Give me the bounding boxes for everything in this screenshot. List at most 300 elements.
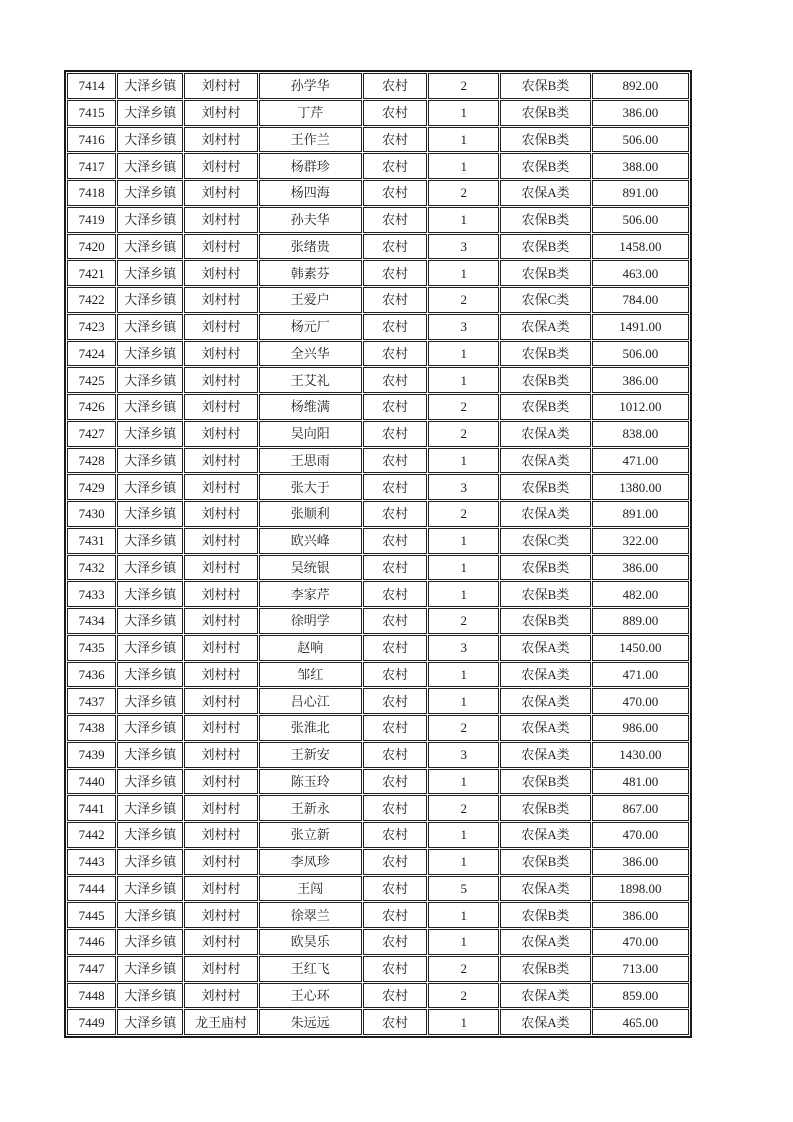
table-row bbox=[67, 769, 689, 795]
cell-village: 刘村村 bbox=[184, 929, 257, 955]
cell-name: 赵响 bbox=[259, 635, 362, 661]
cell-seq: 7417 bbox=[67, 153, 116, 179]
table-row bbox=[67, 608, 689, 634]
cell-residence: 农村 bbox=[363, 260, 427, 286]
cell-amount: 859.00 bbox=[592, 983, 689, 1009]
table-row bbox=[67, 287, 689, 313]
cell-seq: 7424 bbox=[67, 341, 116, 367]
table-row bbox=[67, 902, 689, 928]
cell-residence: 农村 bbox=[363, 207, 427, 233]
cell-residence: 农村 bbox=[363, 127, 427, 153]
cell-town: 大泽乡镇 bbox=[117, 448, 183, 474]
cell-residence: 农村 bbox=[363, 448, 427, 474]
cell-town: 大泽乡镇 bbox=[117, 394, 183, 420]
cell-seq: 7415 bbox=[67, 100, 116, 126]
cell-insurance-type: 农保A类 bbox=[500, 929, 590, 955]
cell-insurance-type: 农保B类 bbox=[500, 608, 590, 634]
cell-name: 王作兰 bbox=[259, 127, 362, 153]
cell-residence: 农村 bbox=[363, 1009, 427, 1035]
cell-count: 2 bbox=[428, 394, 499, 420]
cell-amount: 784.00 bbox=[592, 287, 689, 313]
cell-count: 1 bbox=[428, 448, 499, 474]
cell-insurance-type: 农保A类 bbox=[500, 876, 590, 902]
cell-residence: 农村 bbox=[363, 73, 427, 99]
cell-seq: 7449 bbox=[67, 1009, 116, 1035]
cell-name: 陈玉玲 bbox=[259, 769, 362, 795]
cell-count: 3 bbox=[428, 635, 499, 661]
cell-insurance-type: 农保A类 bbox=[500, 742, 590, 768]
table-row bbox=[67, 528, 689, 554]
cell-residence: 农村 bbox=[363, 501, 427, 527]
cell-village: 刘村村 bbox=[184, 474, 257, 500]
cell-town: 大泽乡镇 bbox=[117, 474, 183, 500]
table-row bbox=[67, 822, 689, 848]
cell-seq: 7432 bbox=[67, 555, 116, 581]
cell-seq: 7433 bbox=[67, 581, 116, 607]
cell-insurance-type: 农保C类 bbox=[500, 287, 590, 313]
cell-town: 大泽乡镇 bbox=[117, 795, 183, 821]
cell-name: 欧昊乐 bbox=[259, 929, 362, 955]
cell-insurance-type: 农保B类 bbox=[500, 394, 590, 420]
cell-seq: 7429 bbox=[67, 474, 116, 500]
cell-seq: 7427 bbox=[67, 421, 116, 447]
cell-count: 1 bbox=[428, 100, 499, 126]
cell-name: 王艾礼 bbox=[259, 367, 362, 393]
cell-village: 刘村村 bbox=[184, 902, 257, 928]
cell-village: 刘村村 bbox=[184, 715, 257, 741]
cell-residence: 农村 bbox=[363, 314, 427, 340]
cell-village: 刘村村 bbox=[184, 662, 257, 688]
cell-village: 刘村村 bbox=[184, 608, 257, 634]
table-row bbox=[67, 983, 689, 1009]
table-row bbox=[67, 715, 689, 741]
cell-insurance-type: 农保A类 bbox=[500, 501, 590, 527]
cell-amount: 386.00 bbox=[592, 902, 689, 928]
cell-village: 刘村村 bbox=[184, 635, 257, 661]
cell-town: 大泽乡镇 bbox=[117, 207, 183, 233]
table-row bbox=[67, 1009, 689, 1035]
cell-insurance-type: 农保A类 bbox=[500, 822, 590, 848]
cell-residence: 农村 bbox=[363, 769, 427, 795]
cell-count: 1 bbox=[428, 341, 499, 367]
cell-village: 刘村村 bbox=[184, 769, 257, 795]
cell-insurance-type: 农保B类 bbox=[500, 581, 590, 607]
cell-residence: 农村 bbox=[363, 341, 427, 367]
table-row bbox=[67, 956, 689, 982]
cell-town: 大泽乡镇 bbox=[117, 769, 183, 795]
cell-residence: 农村 bbox=[363, 635, 427, 661]
cell-seq: 7431 bbox=[67, 528, 116, 554]
cell-insurance-type: 农保A类 bbox=[500, 715, 590, 741]
cell-town: 大泽乡镇 bbox=[117, 555, 183, 581]
cell-name: 李凤珍 bbox=[259, 849, 362, 875]
cell-name: 杨群珍 bbox=[259, 153, 362, 179]
table-row bbox=[67, 341, 689, 367]
cell-seq: 7420 bbox=[67, 234, 116, 260]
cell-residence: 农村 bbox=[363, 287, 427, 313]
cell-count: 1 bbox=[428, 260, 499, 286]
cell-residence: 农村 bbox=[363, 528, 427, 554]
cell-insurance-type: 农保B类 bbox=[500, 555, 590, 581]
cell-amount: 1898.00 bbox=[592, 876, 689, 902]
cell-amount: 470.00 bbox=[592, 929, 689, 955]
cell-amount: 1380.00 bbox=[592, 474, 689, 500]
cell-town: 大泽乡镇 bbox=[117, 1009, 183, 1035]
cell-village: 刘村村 bbox=[184, 394, 257, 420]
cell-town: 大泽乡镇 bbox=[117, 180, 183, 206]
cell-amount: 482.00 bbox=[592, 581, 689, 607]
cell-insurance-type: 农保B类 bbox=[500, 100, 590, 126]
cell-town: 大泽乡镇 bbox=[117, 822, 183, 848]
cell-residence: 农村 bbox=[363, 555, 427, 581]
cell-name: 王心环 bbox=[259, 983, 362, 1009]
cell-village: 刘村村 bbox=[184, 367, 257, 393]
cell-insurance-type: 农保A类 bbox=[500, 635, 590, 661]
cell-seq: 7419 bbox=[67, 207, 116, 233]
cell-seq: 7414 bbox=[67, 73, 116, 99]
cell-insurance-type: 农保A类 bbox=[500, 421, 590, 447]
table-body bbox=[67, 73, 689, 1035]
cell-residence: 农村 bbox=[363, 474, 427, 500]
table-row bbox=[67, 662, 689, 688]
cell-amount: 386.00 bbox=[592, 849, 689, 875]
cell-town: 大泽乡镇 bbox=[117, 688, 183, 714]
cell-name: 王新安 bbox=[259, 742, 362, 768]
cell-insurance-type: 农保B类 bbox=[500, 795, 590, 821]
cell-village: 刘村村 bbox=[184, 956, 257, 982]
cell-name: 吴统银 bbox=[259, 555, 362, 581]
table-row bbox=[67, 421, 689, 447]
cell-amount: 892.00 bbox=[592, 73, 689, 99]
cell-amount: 1458.00 bbox=[592, 234, 689, 260]
cell-count: 1 bbox=[428, 127, 499, 153]
cell-seq: 7434 bbox=[67, 608, 116, 634]
cell-seq: 7422 bbox=[67, 287, 116, 313]
cell-village: 刘村村 bbox=[184, 555, 257, 581]
cell-amount: 891.00 bbox=[592, 180, 689, 206]
cell-count: 2 bbox=[428, 795, 499, 821]
cell-count: 1 bbox=[428, 207, 499, 233]
cell-name: 王新永 bbox=[259, 795, 362, 821]
cell-seq: 7442 bbox=[67, 822, 116, 848]
cell-town: 大泽乡镇 bbox=[117, 341, 183, 367]
cell-village: 刘村村 bbox=[184, 421, 257, 447]
cell-insurance-type: 农保B类 bbox=[500, 73, 590, 99]
cell-count: 1 bbox=[428, 581, 499, 607]
cell-amount: 470.00 bbox=[592, 822, 689, 848]
cell-town: 大泽乡镇 bbox=[117, 234, 183, 260]
table-row bbox=[67, 73, 689, 99]
cell-amount: 891.00 bbox=[592, 501, 689, 527]
cell-village: 刘村村 bbox=[184, 983, 257, 1009]
cell-residence: 农村 bbox=[363, 742, 427, 768]
cell-amount: 388.00 bbox=[592, 153, 689, 179]
cell-name: 吕心江 bbox=[259, 688, 362, 714]
cell-seq: 7439 bbox=[67, 742, 116, 768]
table-row bbox=[67, 876, 689, 902]
cell-town: 大泽乡镇 bbox=[117, 608, 183, 634]
cell-insurance-type: 农保A类 bbox=[500, 1009, 590, 1035]
cell-count: 1 bbox=[428, 153, 499, 179]
cell-amount: 465.00 bbox=[592, 1009, 689, 1035]
cell-town: 大泽乡镇 bbox=[117, 100, 183, 126]
cell-amount: 1012.00 bbox=[592, 394, 689, 420]
cell-insurance-type: 农保A类 bbox=[500, 688, 590, 714]
table-row bbox=[67, 929, 689, 955]
cell-seq: 7444 bbox=[67, 876, 116, 902]
cell-seq: 7426 bbox=[67, 394, 116, 420]
cell-name: 王红飞 bbox=[259, 956, 362, 982]
cell-name: 杨维满 bbox=[259, 394, 362, 420]
cell-village: 刘村村 bbox=[184, 180, 257, 206]
table-row bbox=[67, 555, 689, 581]
cell-count: 1 bbox=[428, 822, 499, 848]
cell-amount: 386.00 bbox=[592, 555, 689, 581]
cell-amount: 506.00 bbox=[592, 207, 689, 233]
table-row bbox=[67, 849, 689, 875]
cell-insurance-type: 农保B类 bbox=[500, 207, 590, 233]
cell-name: 孙夫华 bbox=[259, 207, 362, 233]
cell-village: 刘村村 bbox=[184, 876, 257, 902]
cell-town: 大泽乡镇 bbox=[117, 287, 183, 313]
cell-amount: 322.00 bbox=[592, 528, 689, 554]
cell-count: 3 bbox=[428, 314, 499, 340]
cell-name: 李家芹 bbox=[259, 581, 362, 607]
table-row bbox=[67, 153, 689, 179]
cell-amount: 713.00 bbox=[592, 956, 689, 982]
cell-seq: 7443 bbox=[67, 849, 116, 875]
cell-town: 大泽乡镇 bbox=[117, 635, 183, 661]
table-row bbox=[67, 100, 689, 126]
cell-insurance-type: 农保B类 bbox=[500, 367, 590, 393]
cell-name: 杨四海 bbox=[259, 180, 362, 206]
cell-residence: 农村 bbox=[363, 795, 427, 821]
cell-seq: 7418 bbox=[67, 180, 116, 206]
cell-name: 杨元厂 bbox=[259, 314, 362, 340]
cell-town: 大泽乡镇 bbox=[117, 662, 183, 688]
cell-village: 刘村村 bbox=[184, 341, 257, 367]
cell-residence: 农村 bbox=[363, 608, 427, 634]
cell-count: 3 bbox=[428, 474, 499, 500]
cell-insurance-type: 农保B类 bbox=[500, 153, 590, 179]
cell-residence: 农村 bbox=[363, 662, 427, 688]
cell-count: 2 bbox=[428, 73, 499, 99]
cell-town: 大泽乡镇 bbox=[117, 742, 183, 768]
cell-insurance-type: 农保A类 bbox=[500, 983, 590, 1009]
cell-insurance-type: 农保B类 bbox=[500, 341, 590, 367]
cell-town: 大泽乡镇 bbox=[117, 501, 183, 527]
cell-amount: 386.00 bbox=[592, 100, 689, 126]
cell-seq: 7447 bbox=[67, 956, 116, 982]
cell-insurance-type: 农保A类 bbox=[500, 448, 590, 474]
cell-amount: 506.00 bbox=[592, 127, 689, 153]
cell-village: 刘村村 bbox=[184, 287, 257, 313]
cell-amount: 506.00 bbox=[592, 341, 689, 367]
cell-count: 1 bbox=[428, 769, 499, 795]
cell-amount: 838.00 bbox=[592, 421, 689, 447]
cell-amount: 986.00 bbox=[592, 715, 689, 741]
cell-name: 欧兴峰 bbox=[259, 528, 362, 554]
cell-amount: 889.00 bbox=[592, 608, 689, 634]
cell-seq: 7436 bbox=[67, 662, 116, 688]
cell-village: 刘村村 bbox=[184, 234, 257, 260]
cell-residence: 农村 bbox=[363, 153, 427, 179]
table-row bbox=[67, 581, 689, 607]
cell-residence: 农村 bbox=[363, 849, 427, 875]
cell-seq: 7437 bbox=[67, 688, 116, 714]
cell-count: 1 bbox=[428, 688, 499, 714]
cell-residence: 农村 bbox=[363, 902, 427, 928]
cell-name: 韩素芬 bbox=[259, 260, 362, 286]
table-row bbox=[67, 207, 689, 233]
cell-count: 1 bbox=[428, 902, 499, 928]
cell-count: 1 bbox=[428, 929, 499, 955]
table-row bbox=[67, 180, 689, 206]
cell-residence: 农村 bbox=[363, 876, 427, 902]
cell-seq: 7448 bbox=[67, 983, 116, 1009]
cell-name: 孙学华 bbox=[259, 73, 362, 99]
cell-town: 大泽乡镇 bbox=[117, 153, 183, 179]
cell-count: 1 bbox=[428, 662, 499, 688]
cell-town: 大泽乡镇 bbox=[117, 367, 183, 393]
cell-town: 大泽乡镇 bbox=[117, 849, 183, 875]
cell-count: 2 bbox=[428, 421, 499, 447]
cell-count: 3 bbox=[428, 234, 499, 260]
cell-village: 刘村村 bbox=[184, 795, 257, 821]
cell-town: 大泽乡镇 bbox=[117, 983, 183, 1009]
table-row bbox=[67, 394, 689, 420]
cell-seq: 7441 bbox=[67, 795, 116, 821]
cell-count: 1 bbox=[428, 367, 499, 393]
cell-insurance-type: 农保B类 bbox=[500, 849, 590, 875]
cell-town: 大泽乡镇 bbox=[117, 73, 183, 99]
cell-name: 徐翠兰 bbox=[259, 902, 362, 928]
cell-town: 大泽乡镇 bbox=[117, 929, 183, 955]
cell-count: 1 bbox=[428, 555, 499, 581]
cell-name: 王思雨 bbox=[259, 448, 362, 474]
cell-name: 丁芹 bbox=[259, 100, 362, 126]
cell-count: 2 bbox=[428, 956, 499, 982]
table-row bbox=[67, 314, 689, 340]
cell-count: 2 bbox=[428, 983, 499, 1009]
cell-seq: 7423 bbox=[67, 314, 116, 340]
cell-name: 张绪贵 bbox=[259, 234, 362, 260]
cell-residence: 农村 bbox=[363, 180, 427, 206]
cell-seq: 7421 bbox=[67, 260, 116, 286]
cell-seq: 7425 bbox=[67, 367, 116, 393]
cell-residence: 农村 bbox=[363, 234, 427, 260]
cell-seq: 7430 bbox=[67, 501, 116, 527]
cell-name: 张立新 bbox=[259, 822, 362, 848]
cell-residence: 农村 bbox=[363, 956, 427, 982]
cell-name: 徐明学 bbox=[259, 608, 362, 634]
cell-residence: 农村 bbox=[363, 929, 427, 955]
cell-seq: 7435 bbox=[67, 635, 116, 661]
cell-amount: 1450.00 bbox=[592, 635, 689, 661]
cell-insurance-type: 农保B类 bbox=[500, 234, 590, 260]
cell-count: 2 bbox=[428, 608, 499, 634]
cell-name: 朱远远 bbox=[259, 1009, 362, 1035]
cell-count: 2 bbox=[428, 180, 499, 206]
cell-amount: 471.00 bbox=[592, 662, 689, 688]
cell-insurance-type: 农保B类 bbox=[500, 902, 590, 928]
cell-village: 刘村村 bbox=[184, 260, 257, 286]
cell-seq: 7440 bbox=[67, 769, 116, 795]
cell-insurance-type: 农保A类 bbox=[500, 662, 590, 688]
cell-amount: 867.00 bbox=[592, 795, 689, 821]
cell-name: 张大于 bbox=[259, 474, 362, 500]
cell-village: 刘村村 bbox=[184, 73, 257, 99]
cell-town: 大泽乡镇 bbox=[117, 314, 183, 340]
cell-town: 大泽乡镇 bbox=[117, 956, 183, 982]
cell-village: 刘村村 bbox=[184, 688, 257, 714]
cell-count: 1 bbox=[428, 849, 499, 875]
cell-town: 大泽乡镇 bbox=[117, 260, 183, 286]
cell-town: 大泽乡镇 bbox=[117, 581, 183, 607]
cell-village: 刘村村 bbox=[184, 314, 257, 340]
cell-insurance-type: 农保B类 bbox=[500, 474, 590, 500]
table-row bbox=[67, 474, 689, 500]
cell-village: 刘村村 bbox=[184, 207, 257, 233]
table-row bbox=[67, 688, 689, 714]
cell-village: 刘村村 bbox=[184, 448, 257, 474]
cell-name: 吴向阳 bbox=[259, 421, 362, 447]
table-row bbox=[67, 501, 689, 527]
cell-amount: 463.00 bbox=[592, 260, 689, 286]
cell-name: 王爱户 bbox=[259, 287, 362, 313]
cell-residence: 农村 bbox=[363, 688, 427, 714]
cell-insurance-type: 农保C类 bbox=[500, 528, 590, 554]
cell-count: 2 bbox=[428, 715, 499, 741]
cell-count: 2 bbox=[428, 287, 499, 313]
payment-table bbox=[64, 70, 692, 1038]
cell-amount: 386.00 bbox=[592, 367, 689, 393]
table-row bbox=[67, 127, 689, 153]
table-row bbox=[67, 795, 689, 821]
cell-village: 刘村村 bbox=[184, 153, 257, 179]
cell-amount: 471.00 bbox=[592, 448, 689, 474]
cell-residence: 农村 bbox=[363, 822, 427, 848]
cell-count: 1 bbox=[428, 528, 499, 554]
cell-amount: 470.00 bbox=[592, 688, 689, 714]
cell-amount: 481.00 bbox=[592, 769, 689, 795]
cell-town: 大泽乡镇 bbox=[117, 528, 183, 554]
cell-insurance-type: 农保A类 bbox=[500, 314, 590, 340]
cell-seq: 7438 bbox=[67, 715, 116, 741]
cell-residence: 农村 bbox=[363, 421, 427, 447]
cell-name: 张顺利 bbox=[259, 501, 362, 527]
cell-count: 2 bbox=[428, 501, 499, 527]
cell-name: 王闯 bbox=[259, 876, 362, 902]
cell-village: 刘村村 bbox=[184, 501, 257, 527]
table-row bbox=[67, 260, 689, 286]
cell-count: 5 bbox=[428, 876, 499, 902]
cell-village: 刘村村 bbox=[184, 581, 257, 607]
cell-count: 3 bbox=[428, 742, 499, 768]
cell-seq: 7428 bbox=[67, 448, 116, 474]
table-row bbox=[67, 742, 689, 768]
cell-village: 龙王庙村 bbox=[184, 1009, 257, 1035]
cell-town: 大泽乡镇 bbox=[117, 127, 183, 153]
cell-village: 刘村村 bbox=[184, 127, 257, 153]
cell-town: 大泽乡镇 bbox=[117, 876, 183, 902]
cell-village: 刘村村 bbox=[184, 742, 257, 768]
table-row bbox=[67, 448, 689, 474]
cell-town: 大泽乡镇 bbox=[117, 902, 183, 928]
cell-amount: 1491.00 bbox=[592, 314, 689, 340]
cell-seq: 7416 bbox=[67, 127, 116, 153]
cell-insurance-type: 农保B类 bbox=[500, 769, 590, 795]
